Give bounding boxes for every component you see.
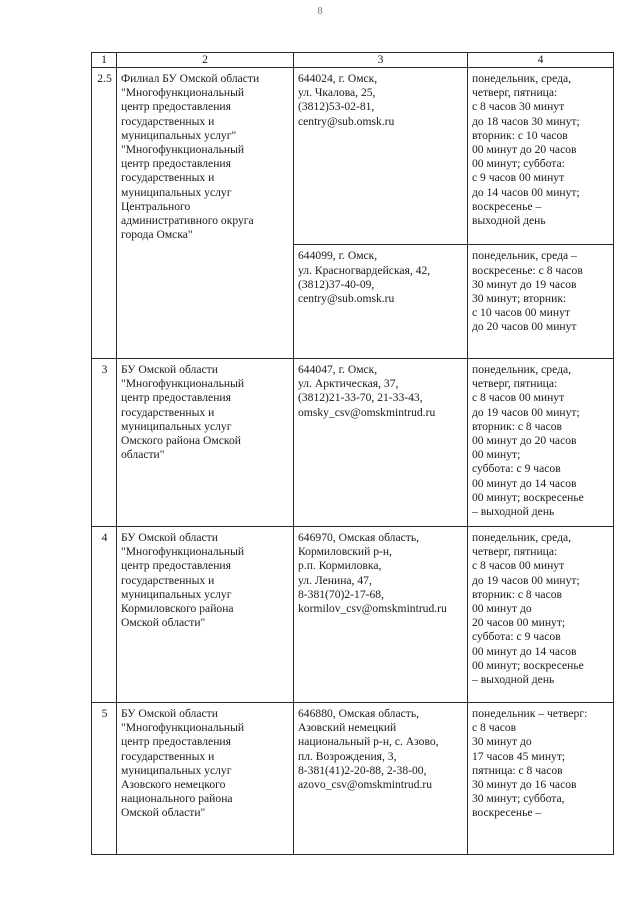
hours-line: вторник: с 10 часов [472,128,568,142]
address-line: 646880, Омская область, [298,707,420,720]
mfc-offices-table [91,52,614,855]
org-line: БУ Омской области [121,707,218,720]
org-line: муниципальных услуг [121,419,232,433]
row-number: 5 [92,703,117,855]
table-row [92,703,614,855]
org-line: центр предоставления [121,391,231,405]
hours-cell [468,703,614,855]
hours-line: воскресенье – [472,806,542,820]
address-line: 8-381(41)2-20-88, 2-38-00, [298,763,427,777]
hours-line: 00 минут до 14 часов [472,476,577,490]
hours-line: 00 минут до 20 часов [472,434,577,448]
organization-cell [117,527,294,703]
hours-line: выходной день [472,214,546,228]
table-header-row [92,53,614,68]
hours-line: 00 минут; воскресенье [472,658,584,672]
org-line: Азовского немецкого [121,778,226,792]
org-line: центр предоставления [121,100,231,114]
hours-line: четверг, пятница: [472,377,558,391]
hours-line: 00 минут до 14 часов [472,644,577,658]
address-line: ул. Ленина, 47, [298,573,372,587]
address-cell [294,359,468,527]
org-line: "Многофункциональный [121,721,245,735]
address-line: ул. Красногвардейская, 42, [298,263,431,277]
hours-line: суббота: с 9 часов [472,462,561,476]
org-line: Центрального [121,199,191,213]
hours-line: 30 минут до [472,735,532,749]
hours-line: с 9 часов 00 минут [472,171,565,185]
address-line: пл. Возрождения, 3, [298,749,397,763]
address-cell [294,245,468,359]
org-line: государственных и [121,573,215,587]
org-line: Филиал БУ Омской области [121,72,260,85]
org-line: центр предоставления [121,559,231,573]
hours-line: 00 минут до 20 часов [472,143,577,157]
hours-cell [468,245,614,359]
address-line: (3812)53-02-81, [298,100,375,114]
hours-line: понедельник, среда – [472,249,577,263]
header-cell: 1 [92,53,117,68]
hours-line: до 19 часов 00 минут; [472,573,580,587]
table-row [92,68,614,245]
hours-line: с 8 часов [472,721,517,735]
org-line: Кормиловского района [121,602,234,616]
table-row [92,359,614,527]
org-line: муниципальных услуг [121,587,232,601]
hours-line: четверг, пятница: [472,86,558,100]
hours-line: понедельник – четверг: [472,707,588,720]
hours-line: с 8 часов 00 минут [472,391,565,405]
hours-line: 30 минут до 16 часов [472,778,577,792]
address-line: Азовский немецкий [298,721,397,735]
org-line: города Омска" [121,228,193,242]
hours-line: с 10 часов 00 минут [472,306,570,320]
org-line: БУ Омской области [121,531,218,544]
hours-line: вторник: с 8 часов [472,419,562,433]
hours-line: 30 минут; суббота, [472,792,565,806]
address-line: centry@sub.omsk.ru [298,114,395,128]
org-line: "Многофункциональный [121,143,245,157]
address-line: 644047, г. Омск, [298,363,378,376]
hours-line: 00 минут; воскресенье [472,490,584,504]
address-line: Кормиловский р-н, [298,545,392,559]
address-line: omsky_csv@omskmintrud.ru [298,405,436,419]
hours-line: 17 часов 45 минут; [472,749,566,763]
hours-line: – выходной день [472,673,555,687]
row-number: 2.5 [92,68,117,359]
address-line: 644099, г. Омск, [298,249,378,263]
org-line: Омского района Омской [121,434,241,448]
hours-cell [468,68,614,245]
hours-line: до 14 часов 00 минут; [472,185,580,199]
hours-line: – выходной день [472,505,555,519]
org-line: Омской области" [121,806,206,820]
org-line: "Многофункциональный [121,86,245,100]
org-line: муниципальных услуг [121,763,232,777]
hours-line: вторник: с 8 часов [472,587,562,601]
address-cell [294,527,468,703]
address-cell [294,68,468,245]
row-number: 3 [92,359,117,527]
hours-line: с 8 часов 00 минут [472,559,565,573]
hours-line: воскресенье: с 8 часов [472,263,583,277]
hours-cell [468,527,614,703]
table-row [92,527,614,703]
org-line: государственных и [121,114,215,128]
address-line: 646970, Омская область, [298,531,420,544]
hours-line: четверг, пятница: [472,545,558,559]
hours-line: 20 часов 00 минут; [472,616,566,630]
header-cell: 4 [468,53,614,68]
hours-line: 30 минут до 19 часов [472,277,577,291]
address-line: ул. Арктическая, 37, [298,377,399,391]
address-cell [294,703,468,855]
hours-line: суббота: с 9 часов [472,630,561,644]
hours-cell [468,359,614,527]
hours-line: 00 минут до [472,602,532,616]
org-line: административного округа [121,214,254,228]
hours-line: до 19 часов 00 минут; [472,405,580,419]
address-line: (3812)21-33-70, 21-33-43, [298,391,423,405]
hours-line: до 20 часов 00 минут [472,320,577,334]
hours-line: 30 минут; вторник: [472,292,567,306]
org-line: области" [121,448,165,462]
hours-line: до 18 часов 30 минут; [472,114,580,128]
organization-cell [117,359,294,527]
address-line: (3812)37-40-09, [298,277,375,291]
org-line: государственных и [121,171,215,185]
org-line: государственных и [121,749,215,763]
address-line: 644024, г. Омск, [298,72,378,85]
address-line: ул. Чкалова, 25, [298,86,376,100]
org-line: БУ Омской области [121,363,218,376]
hours-line: понедельник, среда, [472,72,572,85]
org-line: центр предоставления [121,157,231,171]
page-number: 8 [317,6,323,17]
hours-line: 00 минут; суббота: [472,157,565,171]
org-line: "Многофункциональный [121,377,245,391]
org-line: "Многофункциональный [121,545,245,559]
org-line: муниципальных услуг [121,185,232,199]
hours-line: понедельник, среда, [472,531,572,544]
hours-line: с 8 часов 30 минут [472,100,565,114]
address-line: centry@sub.omsk.ru [298,292,395,306]
address-line: 8-381(70)2-17-68, [298,587,384,601]
hours-line: 00 минут; [472,448,521,462]
organization-cell [117,703,294,855]
org-line: Омской области" [121,616,206,630]
org-line: национального района [121,792,233,806]
address-line: национальный р-н, с. Азово, [298,735,439,749]
hours-line: воскресенье – [472,199,542,213]
hours-line: понедельник, среда, [472,363,572,376]
org-line: муниципальных услуг" [121,128,237,142]
address-line: р.п. Кормиловка, [298,559,382,573]
address-line: kormilov_csv@omskmintrud.ru [298,602,447,616]
header-cell: 3 [294,53,468,68]
address-line: azovo_csv@omskmintrud.ru [298,778,433,792]
org-line: центр предоставления [121,735,231,749]
row-number: 4 [92,527,117,703]
header-cell: 2 [117,53,294,68]
org-line: государственных и [121,405,215,419]
organization-cell [117,68,294,359]
hours-line: пятница: с 8 часов [472,763,563,777]
